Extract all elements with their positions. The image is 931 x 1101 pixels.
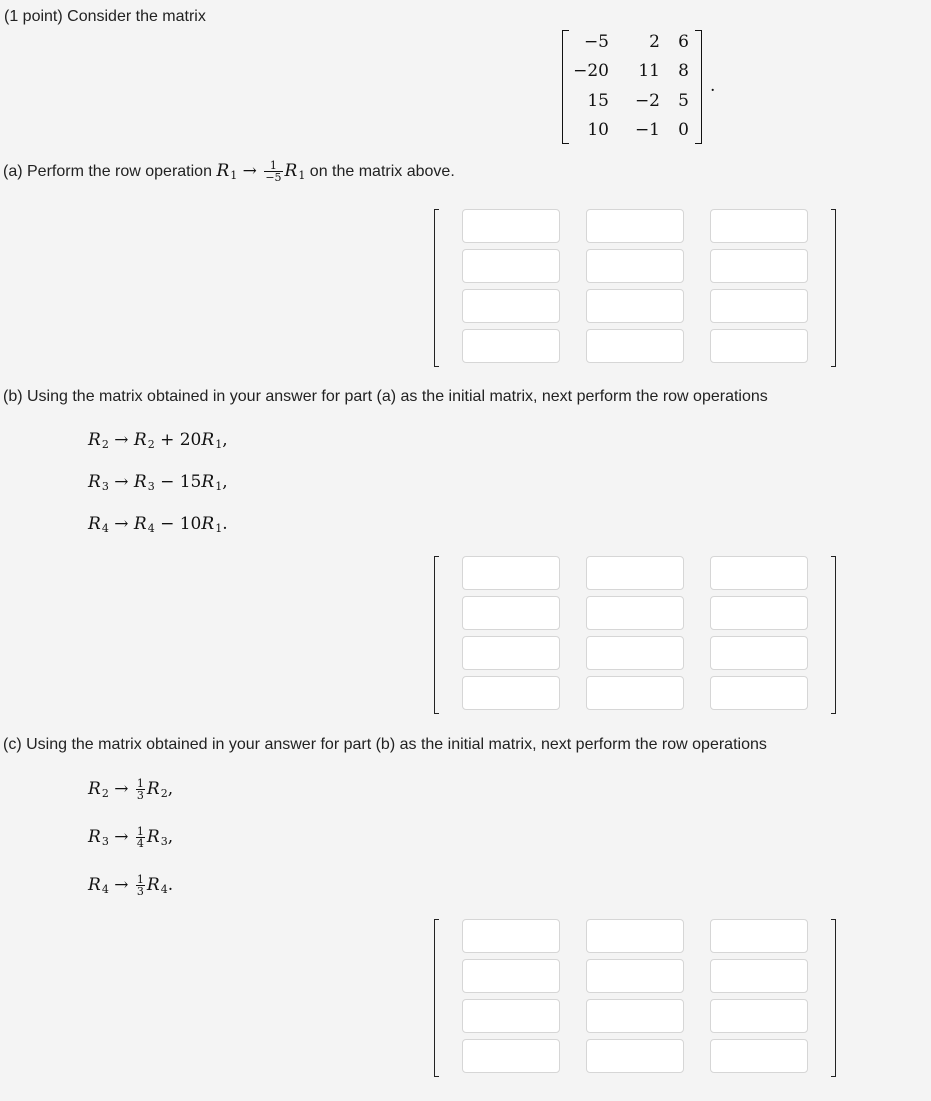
answer-matrix-b: [434, 556, 836, 714]
part-b-op-2: [88, 472, 228, 493]
answer-input[interactable]: [710, 919, 808, 953]
matrix-cell: −1: [634, 120, 660, 140]
answer-matrix-left-bracket: [434, 919, 439, 1077]
frac-num: 1: [264, 160, 282, 172]
answer-matrix-left-bracket: [434, 209, 439, 367]
fraction: [264, 160, 282, 183]
math-punct: ,: [222, 430, 228, 450]
math-sub: 3: [160, 835, 168, 848]
answer-input[interactable]: [586, 999, 684, 1033]
part-c-prompt: (c) Using the matrix obtained in your answer for part (b) as the initial matrix, next perform the row operations: [3, 736, 767, 753]
answer-matrix-right-bracket: [831, 556, 836, 714]
math-var: R: [284, 161, 298, 181]
math-punct: ,: [222, 472, 228, 492]
matrix-cell: 5: [678, 91, 689, 111]
math-var: R: [133, 514, 147, 534]
math-var: R: [216, 161, 230, 181]
answer-input[interactable]: [462, 636, 560, 670]
matrix-cell: 8: [678, 61, 689, 81]
answer-input[interactable]: [710, 959, 808, 993]
math-var: R: [146, 827, 160, 847]
fraction: [136, 778, 145, 801]
answer-input[interactable]: [586, 329, 684, 363]
math-var: R: [88, 779, 101, 799]
frac-num: 1: [136, 873, 144, 886]
part-c-op-1: [88, 778, 173, 801]
arrow: →: [114, 472, 129, 492]
answer-input[interactable]: [586, 1039, 684, 1073]
math-expr: − 10: [154, 514, 202, 534]
arrow: →: [114, 430, 129, 450]
answer-input[interactable]: [710, 556, 808, 590]
part-c-op-2: [88, 826, 173, 849]
answer-input[interactable]: [462, 329, 560, 363]
answer-input[interactable]: [586, 556, 684, 590]
answer-input[interactable]: [710, 636, 808, 670]
math-punct: ,: [167, 827, 174, 847]
part-b-op-1: [88, 430, 228, 451]
math-var: R: [201, 430, 215, 450]
math-sub: 1: [215, 522, 223, 535]
matrix-cell: 15: [587, 91, 609, 111]
math-sub: 4: [147, 522, 155, 535]
math-sub: 2: [160, 787, 168, 800]
matrix-cell: 0: [678, 120, 689, 140]
answer-input[interactable]: [586, 636, 684, 670]
answer-matrix-c: [434, 919, 836, 1077]
given-matrix: [562, 30, 702, 144]
answer-input[interactable]: [586, 919, 684, 953]
answer-input[interactable]: [710, 1039, 808, 1073]
answer-input[interactable]: [462, 1039, 560, 1073]
part-a-operation: [216, 159, 306, 184]
arrow: →: [242, 161, 257, 181]
math-sub: 1: [215, 480, 223, 493]
math-expr: + 20: [154, 430, 202, 450]
matrix-cell: 2: [649, 32, 660, 52]
math-var: R: [133, 430, 147, 450]
frac-den: 4: [136, 837, 144, 850]
problem-intro: (1 point) Consider the matrix: [4, 8, 206, 25]
matrix-left-bracket: [562, 30, 569, 144]
answer-matrix-right-bracket: [831, 209, 836, 367]
part-a-suffix: on the matrix above.: [309, 163, 455, 180]
fraction: [136, 826, 145, 849]
answer-input[interactable]: [462, 919, 560, 953]
math-sub: 4: [101, 522, 109, 535]
matrix-cell: 11: [638, 61, 660, 81]
math-var: R: [88, 472, 101, 492]
math-punct: .: [222, 514, 228, 534]
frac-den: 3: [136, 885, 144, 898]
answer-input[interactable]: [586, 596, 684, 630]
matrix-cell: −5: [583, 32, 609, 52]
math-sub: 4: [160, 883, 168, 896]
math-sub: 1: [230, 169, 238, 182]
part-b-op-3: [88, 514, 228, 535]
answer-input[interactable]: [462, 556, 560, 590]
math-punct: ,: [167, 779, 174, 799]
answer-input[interactable]: [586, 249, 684, 283]
math-var: R: [88, 827, 101, 847]
answer-input[interactable]: [710, 249, 808, 283]
math-punct: .: [167, 875, 174, 895]
frac-num: 1: [136, 825, 144, 838]
part-c-op-3: [88, 874, 173, 897]
answer-input[interactable]: [462, 249, 560, 283]
math-var: R: [133, 472, 147, 492]
answer-input[interactable]: [710, 596, 808, 630]
answer-matrix-a: [434, 209, 836, 367]
matrix-cell: 6: [678, 32, 689, 52]
math-var: R: [201, 472, 215, 492]
math-sub: 4: [101, 883, 109, 896]
math-sub: 3: [101, 480, 109, 493]
frac-den: 3: [136, 789, 144, 802]
answer-input[interactable]: [710, 329, 808, 363]
answer-input[interactable]: [586, 959, 684, 993]
answer-input[interactable]: [462, 999, 560, 1033]
math-var: R: [201, 514, 215, 534]
frac-num: 1: [136, 777, 144, 790]
math-sub: 3: [101, 835, 109, 848]
answer-input[interactable]: [710, 209, 808, 243]
arrow: →: [114, 514, 129, 534]
math-sub: 1: [215, 438, 223, 451]
answer-input[interactable]: [586, 209, 684, 243]
matrix-cell: −20: [573, 61, 609, 81]
arrow: →: [114, 827, 129, 847]
answer-input[interactable]: [462, 596, 560, 630]
answer-input[interactable]: [710, 676, 808, 710]
matrix-cell: −2: [634, 91, 660, 111]
answer-input[interactable]: [586, 676, 684, 710]
math-var: R: [88, 875, 101, 895]
math-sub: 3: [147, 480, 155, 493]
math-var: R: [88, 514, 101, 534]
math-expr: − 15: [154, 472, 202, 492]
part-a-prefix: (a) Perform the row operation: [3, 163, 212, 180]
answer-matrix-left-bracket: [434, 556, 439, 714]
math-var: R: [146, 875, 160, 895]
answer-input[interactable]: [710, 289, 808, 323]
matrix-trailing-period: .: [710, 76, 716, 96]
answer-input[interactable]: [462, 289, 560, 323]
answer-input[interactable]: [710, 999, 808, 1033]
math-sub: 2: [101, 438, 109, 451]
math-var: R: [146, 779, 160, 799]
math-var: R: [88, 430, 101, 450]
matrix-cell: 10: [587, 120, 609, 140]
arrow: →: [114, 875, 129, 895]
math-sub: 2: [101, 787, 109, 800]
frac-den: −5: [265, 171, 282, 184]
answer-matrix-right-bracket: [831, 919, 836, 1077]
answer-input[interactable]: [462, 676, 560, 710]
math-sub: 2: [147, 438, 155, 451]
answer-input[interactable]: [462, 959, 560, 993]
part-b-prompt: (b) Using the matrix obtained in your answer for part (a) as the initial matrix, next perform the row operations: [3, 388, 768, 405]
answer-input[interactable]: [462, 209, 560, 243]
matrix-right-bracket: [695, 30, 702, 144]
arrow: →: [114, 779, 129, 799]
fraction: [136, 874, 145, 897]
part-a-prompt: [3, 160, 455, 183]
answer-input[interactable]: [586, 289, 684, 323]
math-sub: 1: [298, 169, 306, 182]
